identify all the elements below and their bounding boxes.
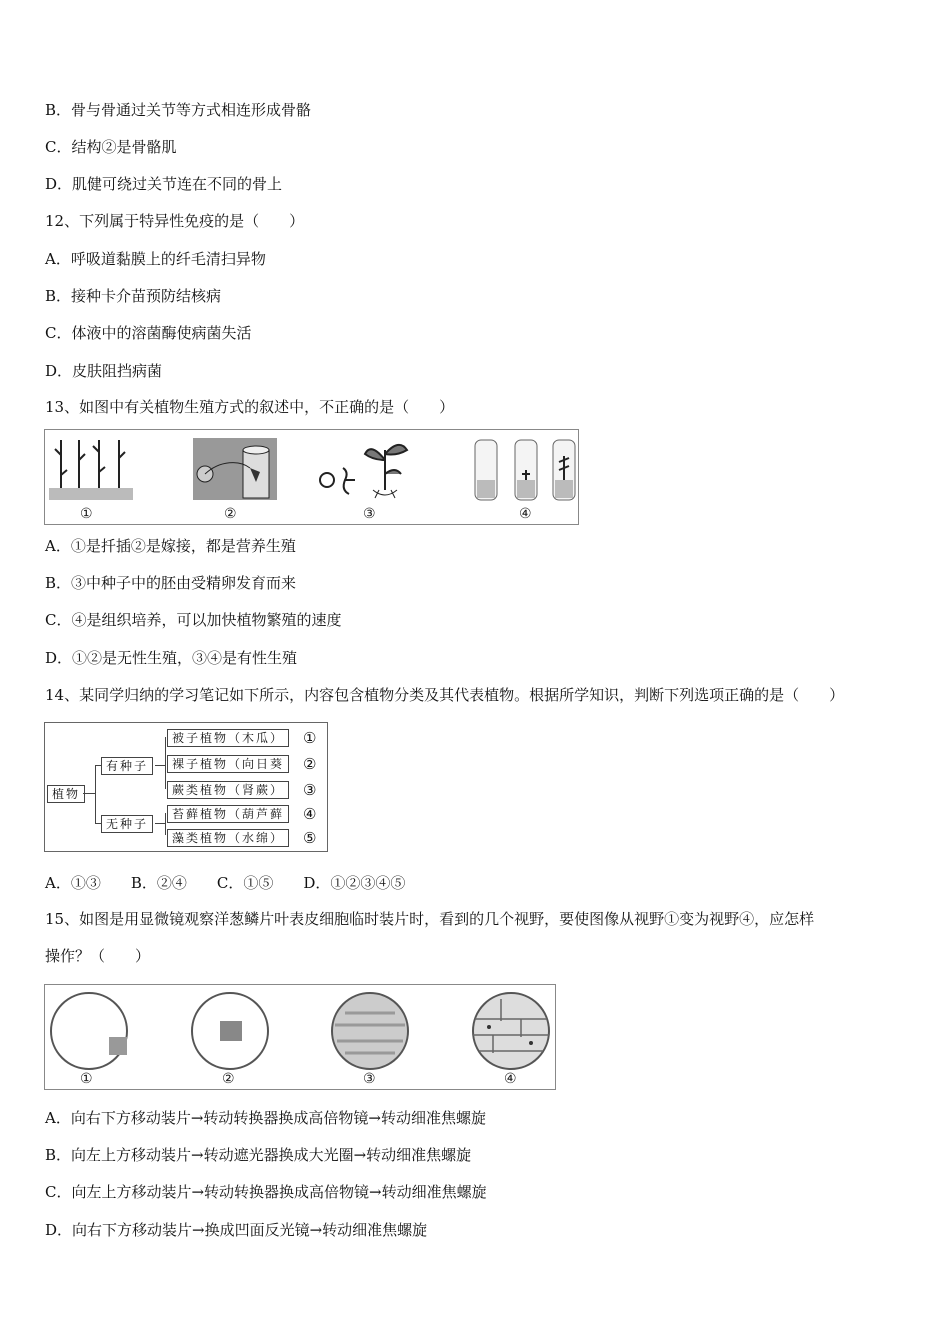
q12-option-a: A．呼吸道黏膜上的纤毛清扫异物 (45, 250, 266, 268)
q13-option-d: D．①②是无性生殖，③④是有性生殖 (45, 649, 298, 667)
q13-option-b: B．③中种子中的胚由受精卵发育而来 (45, 574, 297, 592)
q15-caption-3: ③ (363, 1071, 376, 1087)
q13-figure (44, 429, 579, 525)
q13-caption-3: ③ (363, 506, 376, 522)
q11-option-d: D．肌健可绕过关节连在不同的骨上 (45, 175, 283, 193)
tree-leaf-5: 藻类植物（水绵） (167, 829, 289, 847)
tree-leaf-1: 被子植物（木瓜） (167, 729, 289, 747)
tree-num-1: ① (303, 729, 317, 747)
tree-leaf-4: 苔藓植物（葫芦藓 (167, 805, 289, 823)
tree-leaf-3: 蕨类植物（肾蕨） (167, 781, 289, 799)
q13-option-a: A．①是扦插②是嫁接，都是营养生殖 (45, 537, 296, 555)
tree-branch-noseed: 无种子 (101, 815, 153, 833)
tree-branch-seed: 有种子 (101, 757, 153, 775)
q15-option-a: A．向右下方移动装片→转动转换器换成高倍物镜→转动细准焦螺旋 (45, 1109, 486, 1127)
q15-option-b: B．向左上方移动装片→转动遮光器换成大光圈→转动细准焦螺旋 (45, 1146, 472, 1164)
q11-option-b: B．骨与骨通过关节等方式相连形成骨骼 (45, 101, 312, 119)
tree-root: 植物 (47, 785, 85, 803)
q13-caption-4: ④ (519, 506, 532, 522)
q12-option-d: D．皮肤阻挡病菌 (45, 362, 163, 380)
tree-num-5: ⑤ (303, 829, 317, 847)
tree-num-2: ② (303, 755, 317, 773)
q12-option-b: B．接种卡介苗预防结核病 (45, 287, 222, 305)
q15-caption-4: ④ (504, 1071, 517, 1087)
q12-stem: 12、下列属于特异性免疫的是（ ） (45, 212, 305, 230)
plant-reproduction-illustration (45, 430, 578, 524)
q15-figure (44, 984, 556, 1090)
tree-num-3: ③ (303, 781, 317, 799)
q15-option-d: D．向右下方移动装片→换成凹面反光镜→转动细准焦螺旋 (45, 1221, 428, 1239)
plant-classification-tree (44, 722, 328, 852)
q15-caption-1: ① (80, 1071, 93, 1087)
q14-stem: 14、某同学归纳的学习笔记如下所示，内容包含植物分类及其代表植物。根据所学知识，判断下列选项正确的是（ ） (45, 686, 845, 704)
tree-num-4: ④ (303, 805, 317, 823)
q13-caption-1: ① (80, 506, 93, 522)
tree-leaf-2: 裸子植物（向日葵 (167, 755, 289, 773)
q15-caption-2: ② (222, 1071, 235, 1087)
microscope-views-illustration (45, 985, 555, 1089)
q11-option-c: C．结构②是骨骼肌 (45, 138, 177, 156)
q13-option-c: C．④是组织培养，可以加快植物繁殖的速度 (45, 611, 342, 629)
q13-stem: 13、如图中有关植物生殖方式的叙述中，不正确的是（ ） (45, 398, 455, 416)
q15-option-c: C．向左上方移动装片→转动转换器换成高倍物镜→转动细准焦螺旋 (45, 1183, 487, 1201)
q13-caption-2: ② (224, 506, 237, 522)
q14-options: A．①③ B．②④ C．①⑤ D．①②③④⑤ (45, 874, 406, 892)
q15-stem-line1: 15、如图是用显微镜观察洋葱鳞片叶表皮细胞临时装片时，看到的几个视野，要使图像从视野①变为视野④，应怎样 (45, 910, 815, 928)
q15-stem-line2: 操作？（ ） (45, 947, 151, 965)
q12-option-c: C．体液中的溶菌酶使病菌失活 (45, 324, 252, 342)
